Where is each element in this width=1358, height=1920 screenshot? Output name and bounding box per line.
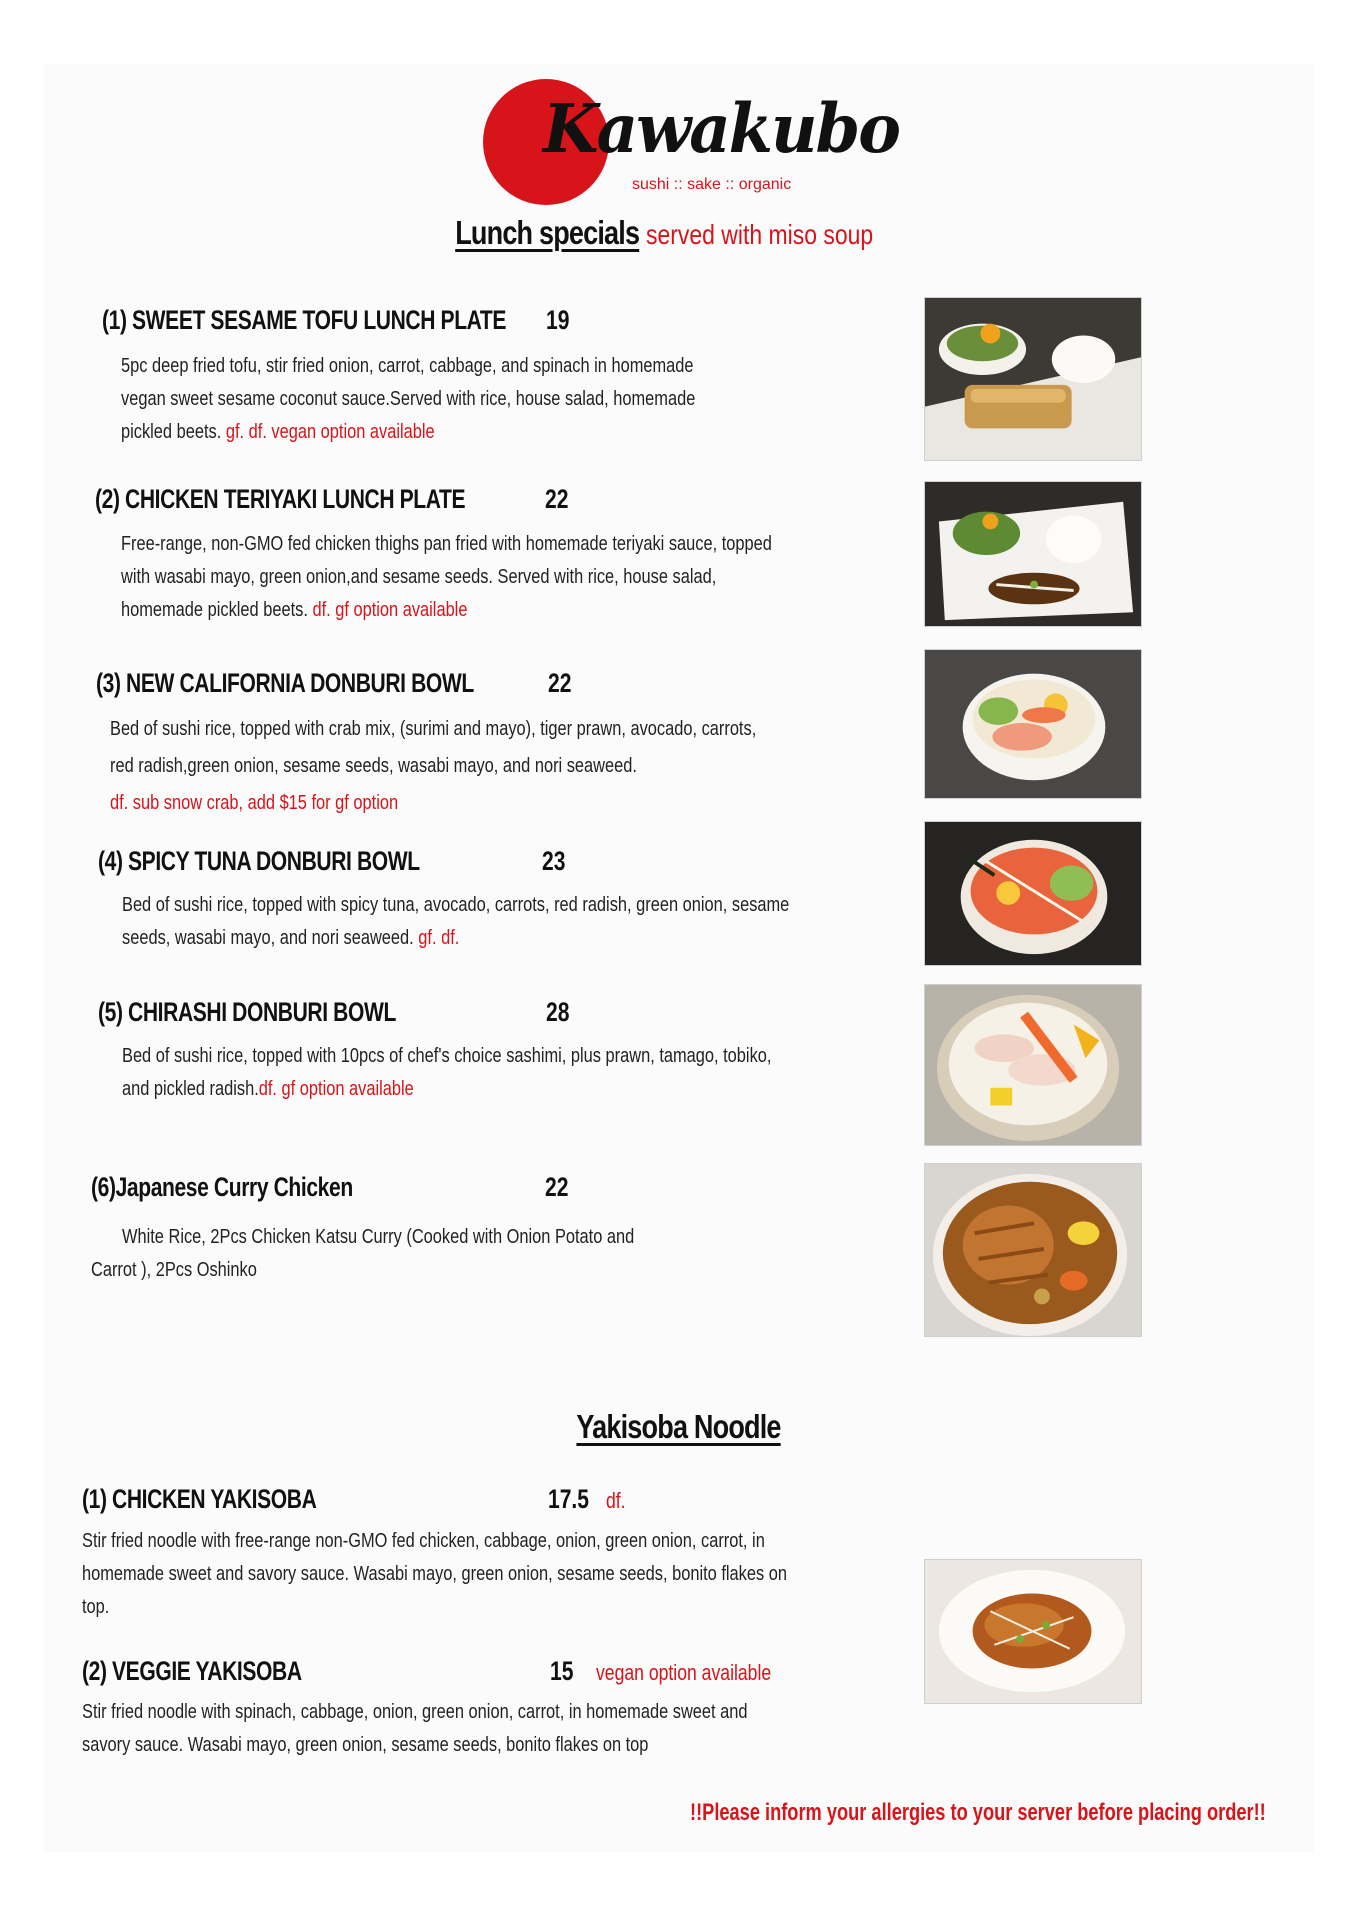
item-description: Free-range, non-GMO fed chicken thighs pan fried with homemade teriyaki sauce, topped with wasabi mayo, green onion,and sesame seeds. Served with rice, house salad, homemade pickled beets. df. gf option available: [121, 532, 772, 621]
chirashi-photo: [924, 984, 1142, 1146]
lunch-title-row: [0, 214, 1358, 252]
item-name: (6)Japanese Curry Chicken: [91, 1172, 353, 1202]
item-name: (5) CHIRASHI DONBURI BOWL: [98, 997, 396, 1027]
dietary-note: df.: [606, 1488, 626, 1513]
dietary-note: gf. df. vegan option available: [225, 420, 435, 443]
yakisoba-photo: [924, 1559, 1142, 1704]
yakisoba-title: Yakisoba Noodle: [576, 1408, 782, 1445]
logo-wordmark: Kawakubo: [543, 90, 899, 169]
chicken-teriyaki-photo: [924, 481, 1142, 627]
tofu-plate-photo: [924, 297, 1142, 461]
item-price: 19: [546, 305, 570, 335]
item-name: (3) NEW CALIFORNIA DONBURI BOWL: [96, 668, 474, 698]
item-description: Stir fried noodle with free-range non-GMO fed chicken, cabbage, onion, green onion, carrot, in homemade sweet and savory sauce. Wasabi mayo, green onion, sesame seeds, bonito flakes on top.: [82, 1529, 787, 1618]
item-description: 5pc deep fried tofu, stir fried onion, carrot, cabbage, and spinach in homemade vegan sweet sesame coconut sauce.Served with rice, house salad, homemade pickled beets. gf. df. vegan option available: [121, 354, 696, 443]
curry-chicken-photo: [924, 1163, 1142, 1337]
item-name: (4) SPICY TUNA DONBURI BOWL: [98, 846, 420, 876]
item-description: Bed of sushi rice, topped with 10pcs of chef's choice sashimi, plus prawn, tamago, tobiko, and pickled radish.df. gf option available: [122, 1044, 772, 1100]
item-name: (2) CHICKEN TERIYAKI LUNCH PLATE: [95, 484, 466, 514]
lunch-specials-subtitle: served with miso soup: [645, 219, 874, 250]
dietary-note: df. gf option available: [258, 1077, 414, 1100]
dietary-note: vegan option available: [596, 1660, 772, 1685]
item-price: 17.5: [548, 1484, 589, 1514]
allergy-notice: !!Please inform your allergies to your server before placing order!!: [690, 1799, 1266, 1826]
item-price: 15: [550, 1656, 574, 1686]
dietary-note: gf. df.: [418, 926, 460, 949]
item-description: Bed of sushi rice, topped with crab mix, (surimi and mayo), tiger prawn, avocado, carrots, red radish,green onion, sesame seeds, wasabi mayo, and nori seaweed. df. sub snow crab, add $15 for gf option: [110, 710, 918, 821]
item-price: 22: [545, 1172, 569, 1202]
item-name: (2) VEGGIE YAKISOBA: [82, 1656, 302, 1686]
item-description: Stir fried noodle with spinach, cabbage, onion, green onion, carrot, in homemade sweet and savory sauce. Wasabi mayo, green onion, sesame seeds, bonito flakes on top: [82, 1700, 748, 1756]
item-description-cont: Carrot ), 2Pcs Oshinko: [91, 1258, 257, 1281]
spicy-tuna-photo: [924, 821, 1142, 966]
item-description: White Rice, 2Pcs Chicken Katsu Curry (Cooked with Onion Potato and: [122, 1225, 635, 1248]
california-donburi-photo: [924, 649, 1142, 799]
dietary-note: df. gf option available: [312, 598, 468, 621]
item-price: 22: [548, 668, 572, 698]
logo-tagline: sushi :: sake :: organic: [632, 176, 792, 193]
item-price: 28: [546, 997, 570, 1027]
item-name: (1) CHICKEN YAKISOBA: [82, 1484, 317, 1514]
yakisoba-title-row: [0, 1408, 1358, 1446]
lunch-specials-title: Lunch specials: [455, 214, 640, 251]
item-price: 22: [545, 484, 569, 514]
item-price: 23: [542, 846, 566, 876]
item-description: Bed of sushi rice, topped with spicy tuna, avocado, carrots, red radish, green onion, sesame seeds, wasabi mayo, and nori seaweed. gf. df.: [122, 893, 790, 949]
item-name: (1) SWEET SESAME TOFU LUNCH PLATE: [102, 305, 507, 335]
dietary-note: df. sub snow crab, add $15 for gf option: [110, 791, 399, 814]
